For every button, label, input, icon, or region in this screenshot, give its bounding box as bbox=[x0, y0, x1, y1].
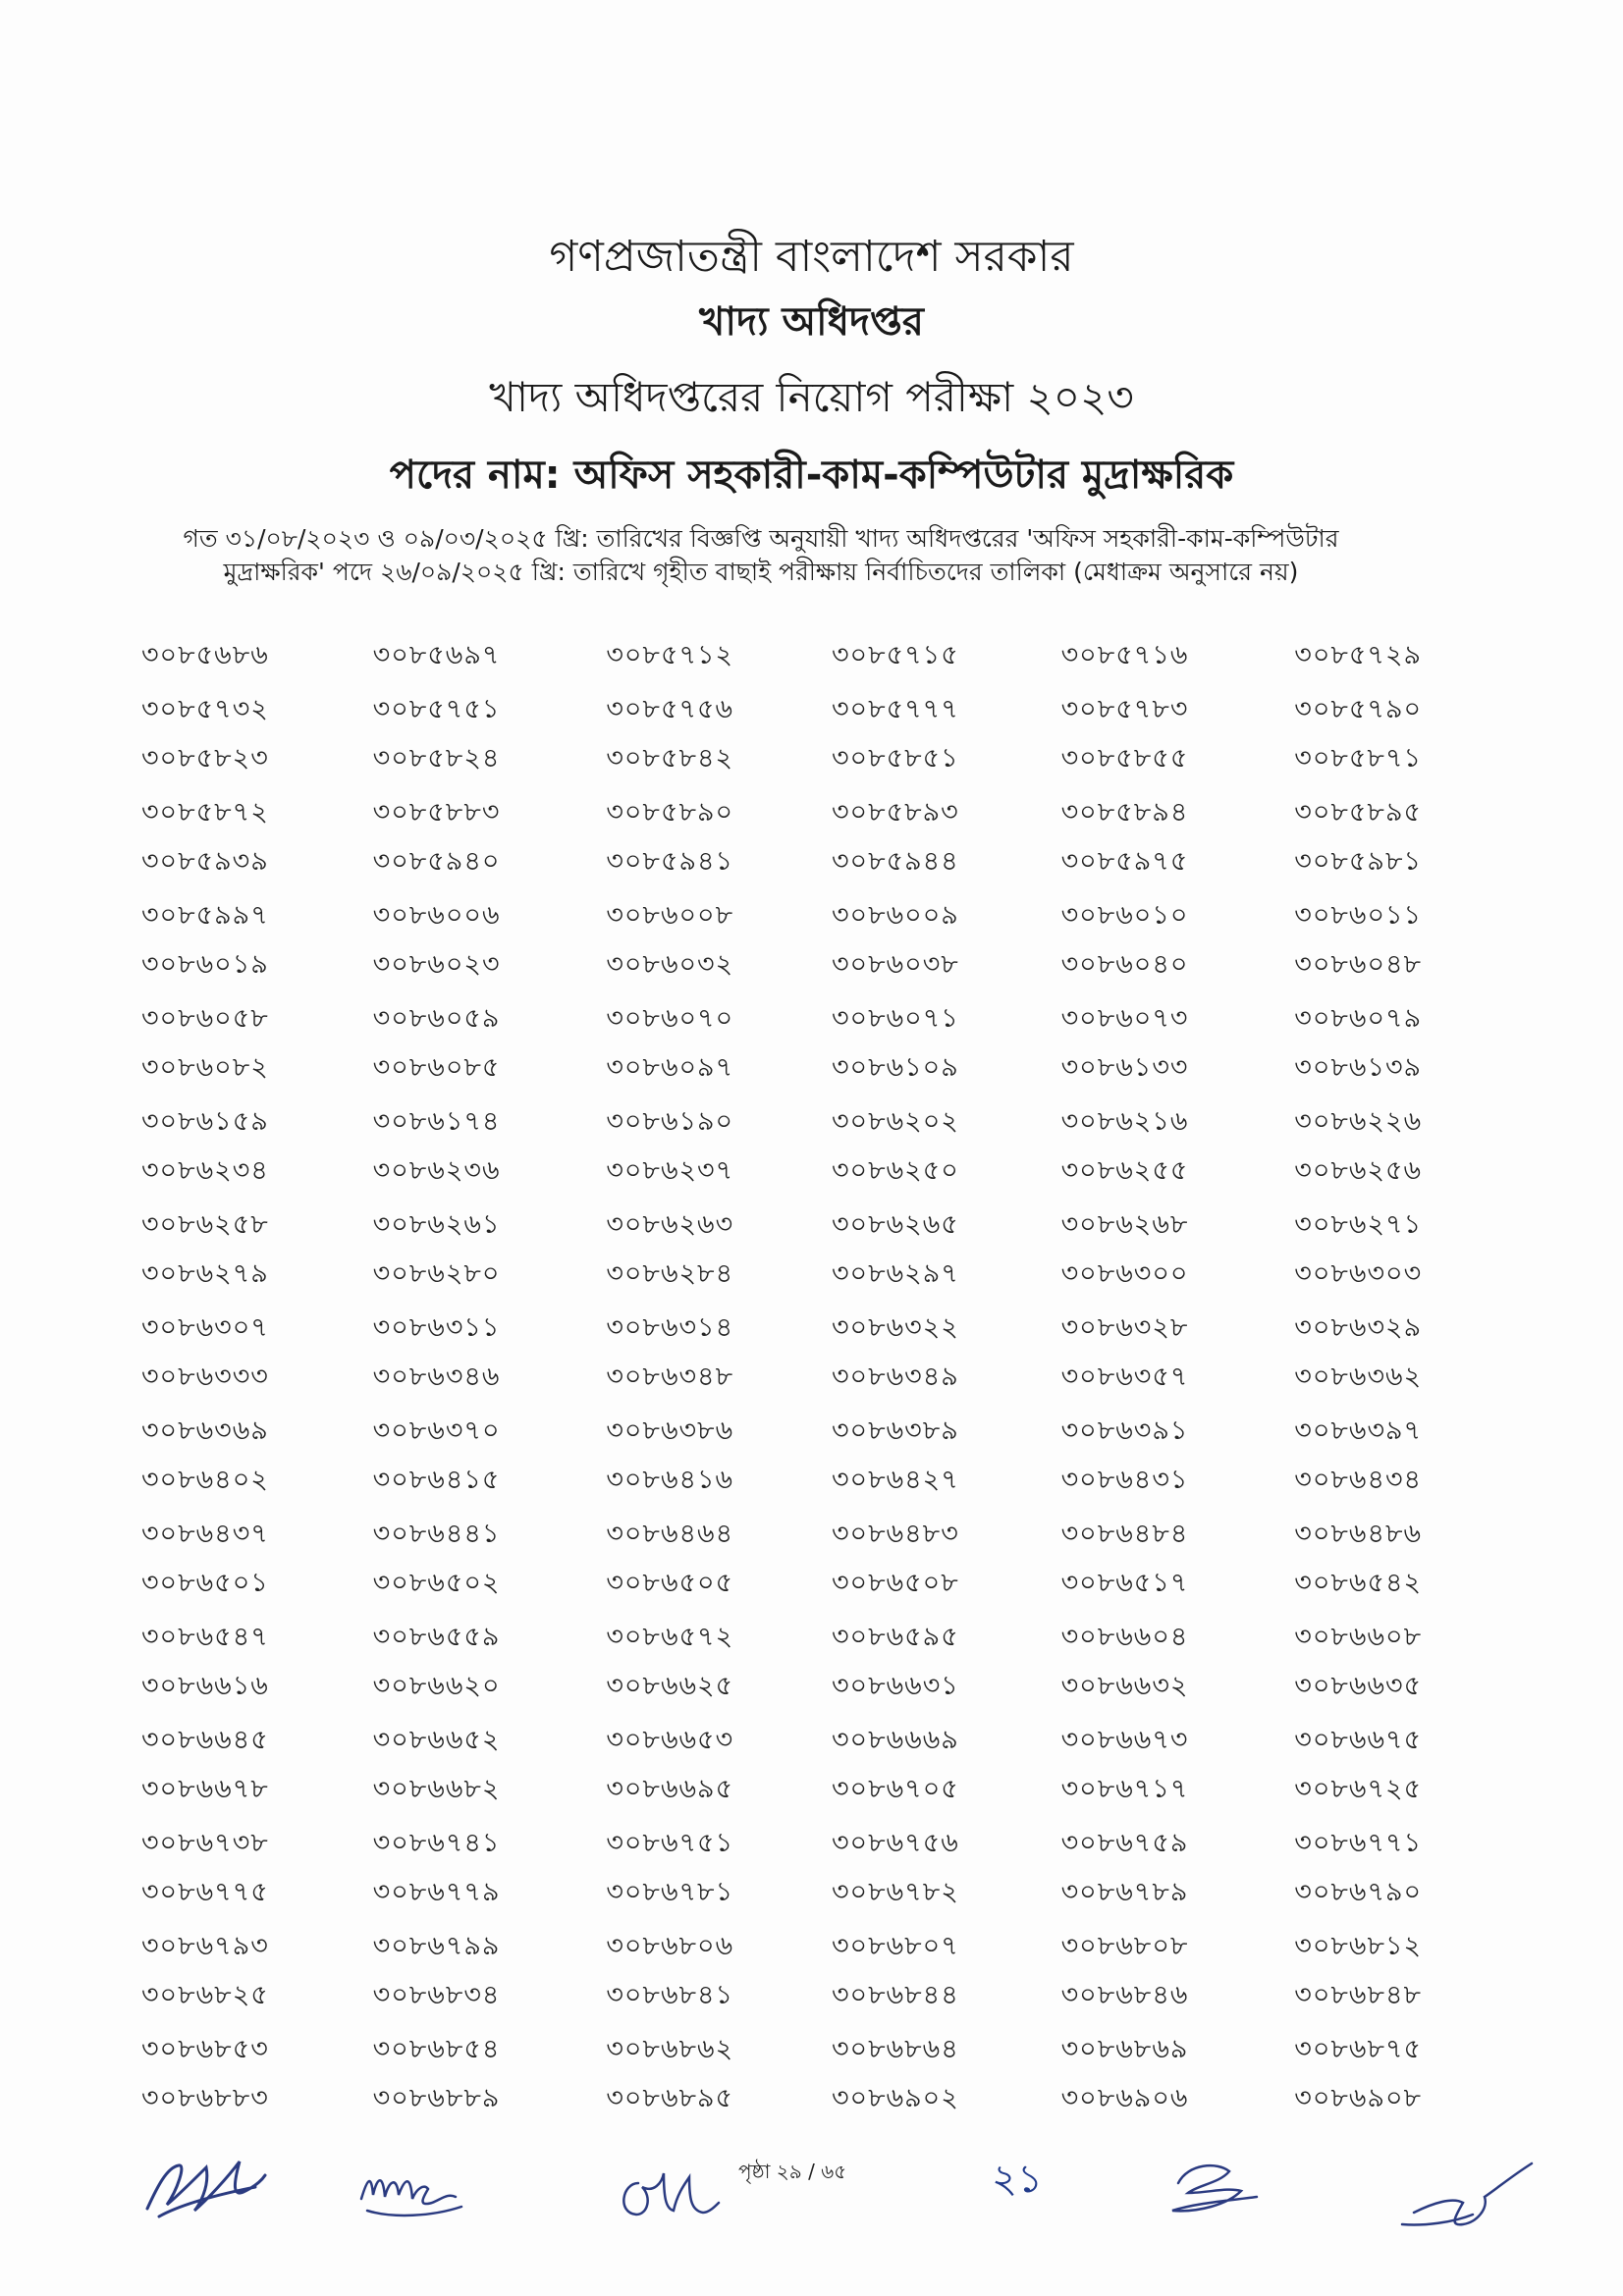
roll-number-cell: ৩০৮৬২৬৫ bbox=[831, 1209, 959, 1241]
roll-number-cell: ৩০৮৬৩৪৮ bbox=[606, 1361, 734, 1392]
signature-1 bbox=[137, 2148, 275, 2226]
roll-number-cell: ৩০৮৬৭০৫ bbox=[831, 1773, 959, 1804]
roll-number-cell: ৩০৮৬৮৬৯ bbox=[1060, 2034, 1189, 2065]
table-row bbox=[137, 840, 1502, 892]
table-row bbox=[137, 892, 1502, 944]
roll-number-cell: ৩০৮৬০৫৯ bbox=[372, 1003, 501, 1035]
roll-number-cell: ৩০৮৬৬৩৫ bbox=[1294, 1670, 1423, 1701]
roll-number-cell: ৩০৮৬৮৫৩ bbox=[141, 2034, 269, 2065]
roll-number-cell: ৩০৮৬২৫০ bbox=[831, 1154, 959, 1186]
roll-number-cell: ৩০৮৬৫০৫ bbox=[606, 1567, 734, 1598]
roll-number-cell: ৩০৮৫৮৯৩ bbox=[831, 797, 959, 828]
roll-number-cell: ৩০৮৬৩৬২ bbox=[1294, 1361, 1423, 1392]
roll-number-cell: ৩০৮৫৭৫১ bbox=[372, 694, 501, 725]
roll-number-cell: ৩০৮৬৫৪২ bbox=[1294, 1567, 1423, 1598]
roll-number-cell: ৩০৮৬৮২৫ bbox=[141, 1979, 269, 2010]
table-row bbox=[137, 1253, 1502, 1305]
roll-number-cell: ৩০৮৬৬৫২ bbox=[372, 1725, 501, 1756]
roll-number-cell: ৩০৮৬১৭৪ bbox=[372, 1106, 501, 1138]
roll-number-cell: ৩০৮৬২৬৩ bbox=[606, 1209, 734, 1241]
table-row bbox=[137, 1305, 1502, 1357]
roll-number-cell: ৩০৮৫৮৯০ bbox=[606, 797, 734, 828]
roll-number-cell: ৩০৮৬১৩৯ bbox=[1294, 1051, 1423, 1083]
roll-number-cell: ৩০৮৬৬৩১ bbox=[831, 1670, 959, 1701]
roll-number-cell: ৩০৮৬৩২৯ bbox=[1294, 1312, 1423, 1344]
roll-number-cell: ৩০৮৬০৪০ bbox=[1060, 948, 1189, 980]
roll-number-cell: ৩০৮৬৬৩২ bbox=[1060, 1670, 1189, 1701]
roll-number-cell: ৩০৮৬১৩৩ bbox=[1060, 1051, 1189, 1083]
roll-number-cell: ৩০৮৬৮০৮ bbox=[1060, 1931, 1189, 1962]
roll-number-cell: ৩০৮৬১৯০ bbox=[606, 1106, 734, 1138]
roll-number-cell: ৩০৮৬৩৩৩ bbox=[141, 1361, 269, 1392]
roll-number-cell: ৩০৮৬০০৮ bbox=[606, 900, 734, 932]
roll-number-cell: ৩০৮৬২০২ bbox=[831, 1106, 959, 1138]
roll-number-cell: ৩০৮৬০৭১ bbox=[831, 1003, 959, 1035]
roll-number-cell: ৩০৮৫৯৪১ bbox=[606, 845, 734, 877]
table-row bbox=[137, 1768, 1502, 1820]
roll-number-cell: ৩০৮৬৩০৭ bbox=[141, 1312, 269, 1344]
roll-number-cell: ৩০৮৫৮৪২ bbox=[606, 742, 734, 774]
table-row bbox=[137, 1614, 1502, 1666]
roll-number-cell: ৩০৮৬৫০২ bbox=[372, 1567, 501, 1598]
table-row bbox=[137, 1046, 1502, 1098]
roll-number-cell: ৩০৮৫৮৫৫ bbox=[1060, 742, 1189, 774]
roll-number-cell: ৩০৮৬৬৭৮ bbox=[141, 1773, 269, 1804]
table-row bbox=[137, 1201, 1502, 1254]
roll-number-cell: ৩০৮৬০৭৩ bbox=[1060, 1003, 1189, 1035]
roll-number-cell: ৩০৮৬২১৬ bbox=[1060, 1106, 1189, 1138]
table-row bbox=[137, 1923, 1502, 1975]
roll-number-cell: ৩০৮৬০৮২ bbox=[141, 1051, 269, 1083]
roll-number-cell: ৩০৮৫৭৮৩ bbox=[1060, 694, 1189, 725]
roll-number-cell: ৩০৮৬৩৪৬ bbox=[372, 1361, 501, 1392]
roll-number-cell: ৩০৮৬০৭৯ bbox=[1294, 1003, 1423, 1035]
roll-number-cell: ৩০৮৬৮৭৫ bbox=[1294, 2034, 1423, 2065]
roll-number-cell: ৩০৮৬৩১৪ bbox=[606, 1312, 734, 1344]
roll-number-cell: ৩০৮৫৮২৩ bbox=[141, 742, 269, 774]
table-row bbox=[137, 995, 1502, 1047]
roll-number-cell: ৩০৮৬২৩৪ bbox=[141, 1154, 269, 1186]
roll-number-cell: ৩০৮৬০৩৮ bbox=[831, 948, 959, 980]
roll-number-cell: ৩০৮৬৭৫৯ bbox=[1060, 1828, 1189, 1859]
roll-number-cell: ৩০৮৬৭৭১ bbox=[1294, 1828, 1423, 1859]
roll-number-cell: ৩০৮৬০০৯ bbox=[831, 900, 959, 932]
roll-number-cell: ৩০৮৬০২৩ bbox=[372, 948, 501, 980]
roll-number-cell: ৩০৮৬০৩২ bbox=[606, 948, 734, 980]
roll-number-cell: ৩০৮৬৩৯৭ bbox=[1294, 1415, 1423, 1447]
table-row bbox=[137, 1562, 1502, 1614]
roll-number-cell: ৩০৮৬৭৫৬ bbox=[831, 1828, 959, 1859]
roll-number-cell: ৩০৮৫৭২৯ bbox=[1294, 639, 1423, 670]
notice-line-1: গত ৩১/০৮/২০২৩ ও ০৯/০৩/২০২৫ খ্রি: তারিখের বিজ্ঞপ্তি অনুযায়ী খাদ্য অধিদপ্তরের 'অফিস সহকারী-কাম-কম্পিউটার bbox=[183, 524, 1339, 553]
roll-number-cell: ৩০৮৫৯৪০ bbox=[372, 845, 501, 877]
roll-number-cell: ৩০৮৬৩০৩ bbox=[1294, 1257, 1423, 1289]
roll-number-cell: ৩০৮৫৮২৪ bbox=[372, 742, 501, 774]
roll-number-cell: ৩০৮৬৬০৪ bbox=[1060, 1622, 1189, 1653]
roll-number-cell: ৩০৮৫৮৫১ bbox=[831, 742, 959, 774]
roll-number-cell: ৩০৮৬৭২৫ bbox=[1294, 1773, 1423, 1804]
roll-number-cell: ৩০৮৬৮৬৪ bbox=[831, 2034, 959, 2065]
roll-number-cell: ৩০৮৫৮৭২ bbox=[141, 797, 269, 828]
roll-number-cell: ৩০৮৬৬৮২ bbox=[372, 1773, 501, 1804]
table-row bbox=[137, 2077, 1502, 2129]
roll-number-cell: ৩০৮৫৮৯৪ bbox=[1060, 797, 1189, 828]
roll-number-cell: ৩০৮৬৪৮৪ bbox=[1060, 1519, 1189, 1550]
roll-number-cell: ৩০৮৬৩৪৯ bbox=[831, 1361, 959, 1392]
roll-number-cell: ৩০৮৬৭৯৯ bbox=[372, 1931, 501, 1962]
roll-number-cell: ৩০৮৬৮৪৬ bbox=[1060, 1979, 1189, 2010]
roll-number-cell: ৩০৮৬২৫৬ bbox=[1294, 1154, 1423, 1186]
roll-number-cell: ৩০৮৬০১৯ bbox=[141, 948, 269, 980]
roll-number-cell: ৩০৮৬৭১৭ bbox=[1060, 1773, 1189, 1804]
roll-number-cell: ৩০৮৬৬৯৫ bbox=[606, 1773, 734, 1804]
table-row bbox=[137, 1974, 1502, 2026]
roll-number-cell: ৩০৮৬৬২০ bbox=[372, 1670, 501, 1701]
roll-number-cell: ৩০৮৬৭৭৫ bbox=[141, 1876, 269, 1907]
roll-number-cell: ৩০৮৬০১০ bbox=[1060, 900, 1189, 932]
roll-number-cell: ৩০৮৬৮৩৪ bbox=[372, 1979, 501, 2010]
table-row bbox=[137, 1820, 1502, 1872]
roll-number-cell: ৩০৮৬৪২৭ bbox=[831, 1464, 959, 1495]
roll-number-cell: ৩০৮৫৭৭৭ bbox=[831, 694, 959, 725]
roll-number-cell: ৩০৮৬৭৮২ bbox=[831, 1876, 959, 1907]
roll-number-cell: ৩০৮৬৩৬৯ bbox=[141, 1415, 269, 1447]
roll-number-cell: ৩০৮৬৮৯৫ bbox=[606, 2082, 734, 2113]
roll-number-cell: ৩০৮৬২৭১ bbox=[1294, 1209, 1423, 1241]
roll-number-cell: ৩০৮৬৬৪৫ bbox=[141, 1725, 269, 1756]
government-title: গণপ্রজাতন্ত্রী বাংলাদেশ সরকার bbox=[549, 232, 1074, 282]
roll-number-cell: ৩০৮৬৭৯৩ bbox=[141, 1931, 269, 1962]
roll-number-cell: ৩০৮৬৪৩৭ bbox=[141, 1519, 269, 1550]
roll-number-cell: ৩০৮৬১৫৯ bbox=[141, 1106, 269, 1138]
roll-number-cell: ৩০৮৬৭৩৮ bbox=[141, 1828, 269, 1859]
table-row bbox=[137, 634, 1502, 686]
page-footer bbox=[0, 2140, 1623, 2258]
roll-number-cell: ৩০৮৬২৭৯ bbox=[141, 1257, 269, 1289]
roll-number-cell: ৩০৮৬৪১৫ bbox=[372, 1464, 501, 1495]
roll-number-cell: ৩০৮৬৮৪১ bbox=[606, 1979, 734, 2010]
roll-number-cell: ৩০৮৬৩৮৯ bbox=[831, 1415, 959, 1447]
roll-number-cell: ৩০৮৫৭৩২ bbox=[141, 694, 269, 725]
roll-number-cell: ৩০৮৬৩২৮ bbox=[1060, 1312, 1189, 1344]
roll-number-cell: ৩০৮৬২৫৫ bbox=[1060, 1154, 1189, 1186]
roll-number-cell: ৩০৮৬২৮০ bbox=[372, 1257, 501, 1289]
roll-number-cell: ৩০৮৬১০৯ bbox=[831, 1051, 959, 1083]
roll-number-cell: ৩০৮৫৭৯০ bbox=[1294, 694, 1423, 725]
table-row bbox=[137, 1459, 1502, 1511]
roll-number-cell: ৩০৮৬৮১২ bbox=[1294, 1931, 1423, 1962]
roll-number-cell: ৩০৮৬২৬১ bbox=[372, 1209, 501, 1241]
roll-number-cell: ৩০৮৬৮৬২ bbox=[606, 2034, 734, 2065]
department-title: খাদ্য অধিদপ্তর bbox=[699, 299, 924, 345]
table-row bbox=[137, 1665, 1502, 1717]
roll-number-cell: ৩০৮৬৩২২ bbox=[831, 1312, 959, 1344]
signature-3 bbox=[609, 2154, 727, 2232]
roll-number-cell: ৩০৮৬২৩৬ bbox=[372, 1154, 501, 1186]
roll-number-cell: ৩০৮৬৫০৮ bbox=[831, 1567, 959, 1598]
roll-number-cell: ৩০৮৬৭৭৯ bbox=[372, 1876, 501, 1907]
table-row bbox=[137, 1149, 1502, 1201]
signature-2 bbox=[353, 2160, 481, 2228]
roll-number-cell: ৩০৮৬৪৮৬ bbox=[1294, 1519, 1423, 1550]
roll-number-cell: ৩০৮৬৩১১ bbox=[372, 1312, 501, 1344]
roll-number-cell: ৩০৮৬২৬৮ bbox=[1060, 1209, 1189, 1241]
roll-number-cell: ৩০৮৬৫০১ bbox=[141, 1567, 269, 1598]
roll-number-cell: ৩০৮৬০৫৮ bbox=[141, 1003, 269, 1035]
table-row bbox=[137, 1871, 1502, 1923]
roll-number-cell: ৩০৮৬৩৫৭ bbox=[1060, 1361, 1189, 1392]
roll-number-cell: ৩০৮৬৮৮৯ bbox=[372, 2082, 501, 2113]
roll-number-cell: ৩০৮৬৫৫৯ bbox=[372, 1622, 501, 1653]
roll-number-cell: ৩০৮৬৫১৭ bbox=[1060, 1567, 1189, 1598]
roll-number-cell: ৩০৮৬৬৭৫ bbox=[1294, 1725, 1423, 1756]
roll-number-cell: ৩০৮৬৭৫১ bbox=[606, 1828, 734, 1859]
roll-number-cell: ৩০৮৬৮৫৪ bbox=[372, 2034, 501, 2065]
roll-number-cell: ৩০৮৬৩৭০ bbox=[372, 1415, 501, 1447]
roll-number-cell: ৩০৮৬০৪৮ bbox=[1294, 948, 1423, 980]
roll-number-cell: ৩০৮৫৭১৫ bbox=[831, 639, 959, 670]
roll-number-cell: ৩০৮৬৫৪৭ bbox=[141, 1622, 269, 1653]
roll-number-cell: ৩০৮৫৮৭১ bbox=[1294, 742, 1423, 774]
roll-number-cell: ৩০৮৫৯৯৭ bbox=[141, 900, 269, 932]
roll-number-cell: ৩০৮৬৪৩১ bbox=[1060, 1464, 1189, 1495]
roll-number-cell: ৩০৮৬০৭০ bbox=[606, 1003, 734, 1035]
roll-number-cell: ৩০৮৬৪১৬ bbox=[606, 1464, 734, 1495]
roll-number-cell: ৩০৮৫৯৮১ bbox=[1294, 845, 1422, 877]
roll-number-cell: ৩০৮৬৪৩৪ bbox=[1294, 1464, 1423, 1495]
roll-number-cell: ৩০৮৫৮৮৩ bbox=[372, 797, 501, 828]
roll-number-cell: ৩০৮৬৯০৮ bbox=[1294, 2082, 1423, 2113]
table-row bbox=[137, 1511, 1502, 1563]
selection-notice bbox=[157, 522, 1365, 589]
roll-number-cell: ৩০৮৬৮৮৩ bbox=[141, 2082, 269, 2113]
roll-number-cell: ৩০৮৫৭১৬ bbox=[1060, 639, 1189, 670]
roll-number-cell: ৩০৮৫৯৩৯ bbox=[141, 845, 269, 877]
roll-number-cell: ৩০৮৬৪৪১ bbox=[372, 1519, 501, 1550]
roll-number-cell: ৩০৮৬২২৬ bbox=[1294, 1106, 1423, 1138]
roll-number-cell: ৩০৮৬৭৮১ bbox=[606, 1876, 734, 1907]
roll-number-cell: ৩০৮৫৮৯৫ bbox=[1294, 797, 1422, 828]
roll-number-cell: ৩০৮৬৮৪৮ bbox=[1294, 1979, 1423, 2010]
roll-number-cell: ৩০৮৬৮০৭ bbox=[831, 1931, 959, 1962]
post-name-title: পদের নাম: অফিস সহকারী-কাম-কম্পিউটার মুদ্রাক্ষরিক bbox=[389, 453, 1234, 498]
roll-number-cell: ৩০৮৬৩৯১ bbox=[1060, 1415, 1189, 1447]
roll-number-cell: ৩০৮৬৫৭২ bbox=[606, 1622, 734, 1653]
roll-number-cell: ৩০৮৬০৮৫ bbox=[372, 1051, 501, 1083]
roll-number-cell: ৩০৮৫৬৮৬ bbox=[141, 639, 269, 670]
roll-number-table bbox=[137, 634, 1502, 2129]
roll-number-cell: ৩০৮৬৬২৫ bbox=[606, 1670, 734, 1701]
roll-number-cell: ৩০৮৫৯৪৪ bbox=[831, 845, 959, 877]
roll-number-cell: ৩০৮৬২৫৮ bbox=[141, 1209, 269, 1241]
roll-number-cell: ৩০৮৬৪০২ bbox=[141, 1464, 269, 1495]
roll-number-cell: ৩০৮৬২৩৭ bbox=[606, 1154, 734, 1186]
page-mark: ২১ bbox=[992, 2157, 1043, 2202]
roll-number-cell: ৩০৮৬৬৫৩ bbox=[606, 1725, 734, 1756]
table-row bbox=[137, 686, 1502, 738]
roll-number-cell: ৩০৮৬৭৪১ bbox=[372, 1828, 501, 1859]
roll-number-cell: ৩০৮৫৭৫৬ bbox=[606, 694, 734, 725]
table-row bbox=[137, 1098, 1502, 1150]
roll-number-cell: ৩০৮৬৭৯০ bbox=[1294, 1876, 1423, 1907]
roll-number-cell: ৩০৮৬৬৭৩ bbox=[1060, 1725, 1189, 1756]
roll-number-cell: ৩০৮৫৬৯৭ bbox=[372, 639, 501, 670]
roll-number-cell: ৩০৮৬৮০৬ bbox=[606, 1931, 734, 1962]
roll-number-cell: ৩০৮৬০০৬ bbox=[372, 900, 501, 932]
roll-number-cell: ৩০৮৬৮৪৪ bbox=[831, 1979, 959, 2010]
signature-4 bbox=[1159, 2154, 1276, 2222]
roll-number-cell: ৩০৮৬৭৮৯ bbox=[1060, 1876, 1189, 1907]
table-row bbox=[137, 1408, 1502, 1460]
roll-number-cell: ৩০৮৬৩০০ bbox=[1060, 1257, 1189, 1289]
roll-number-cell: ৩০৮৫৭১২ bbox=[606, 639, 734, 670]
roll-number-cell: ৩০৮৬০১১ bbox=[1294, 900, 1423, 932]
signature-5 bbox=[1394, 2154, 1542, 2242]
roll-number-cell: ৩০৮৬৪৬৪ bbox=[606, 1519, 734, 1550]
roll-number-cell: ৩০৮৬০৯৭ bbox=[606, 1051, 734, 1083]
roll-number-cell: ৩০৮৬২৮৪ bbox=[606, 1257, 734, 1289]
table-row bbox=[137, 789, 1502, 841]
roll-number-cell: ৩০৮৬৬৬৯ bbox=[831, 1725, 959, 1756]
table-row bbox=[137, 2026, 1502, 2078]
roll-number-cell: ৩০৮৬৬১৬ bbox=[141, 1670, 269, 1701]
roll-number-cell: ৩০৮৬২৯৭ bbox=[831, 1257, 959, 1289]
roll-number-cell: ৩০৮৬৩৮৬ bbox=[606, 1415, 734, 1447]
roll-number-cell: ৩০৮৬৬০৮ bbox=[1294, 1622, 1423, 1653]
exam-title: খাদ্য অধিদপ্তরের নিয়োগ পরীক্ষা ২০২৩ bbox=[489, 373, 1134, 421]
roll-number-cell: ৩০৮৬৪৮৩ bbox=[831, 1519, 959, 1550]
roll-number-cell: ৩০৮৬৯০২ bbox=[831, 2082, 959, 2113]
roll-number-cell: ৩০৮৬৫৯৫ bbox=[831, 1622, 959, 1653]
page-number: পৃষ্ঠা ২৯ / ৬৫ bbox=[738, 2160, 847, 2183]
notice-line-2: মুদ্রাক্ষরিক' পদে ২৬/০৯/২০২৫ খ্রি: তারিখে গৃহীত বাছাই পরীক্ষায় নির্বাচিতদের তালিকা (মেধাক্রম অনুসারে নয়) bbox=[223, 558, 1299, 586]
table-row bbox=[137, 943, 1502, 995]
roll-number-cell: ৩০৮৬৯০৬ bbox=[1060, 2082, 1189, 2113]
table-row bbox=[137, 1717, 1502, 1769]
roll-number-cell: ৩০৮৫৯৭৫ bbox=[1060, 845, 1189, 877]
table-row bbox=[137, 1356, 1502, 1408]
roll-table-body bbox=[137, 634, 1502, 2129]
table-row bbox=[137, 737, 1502, 789]
